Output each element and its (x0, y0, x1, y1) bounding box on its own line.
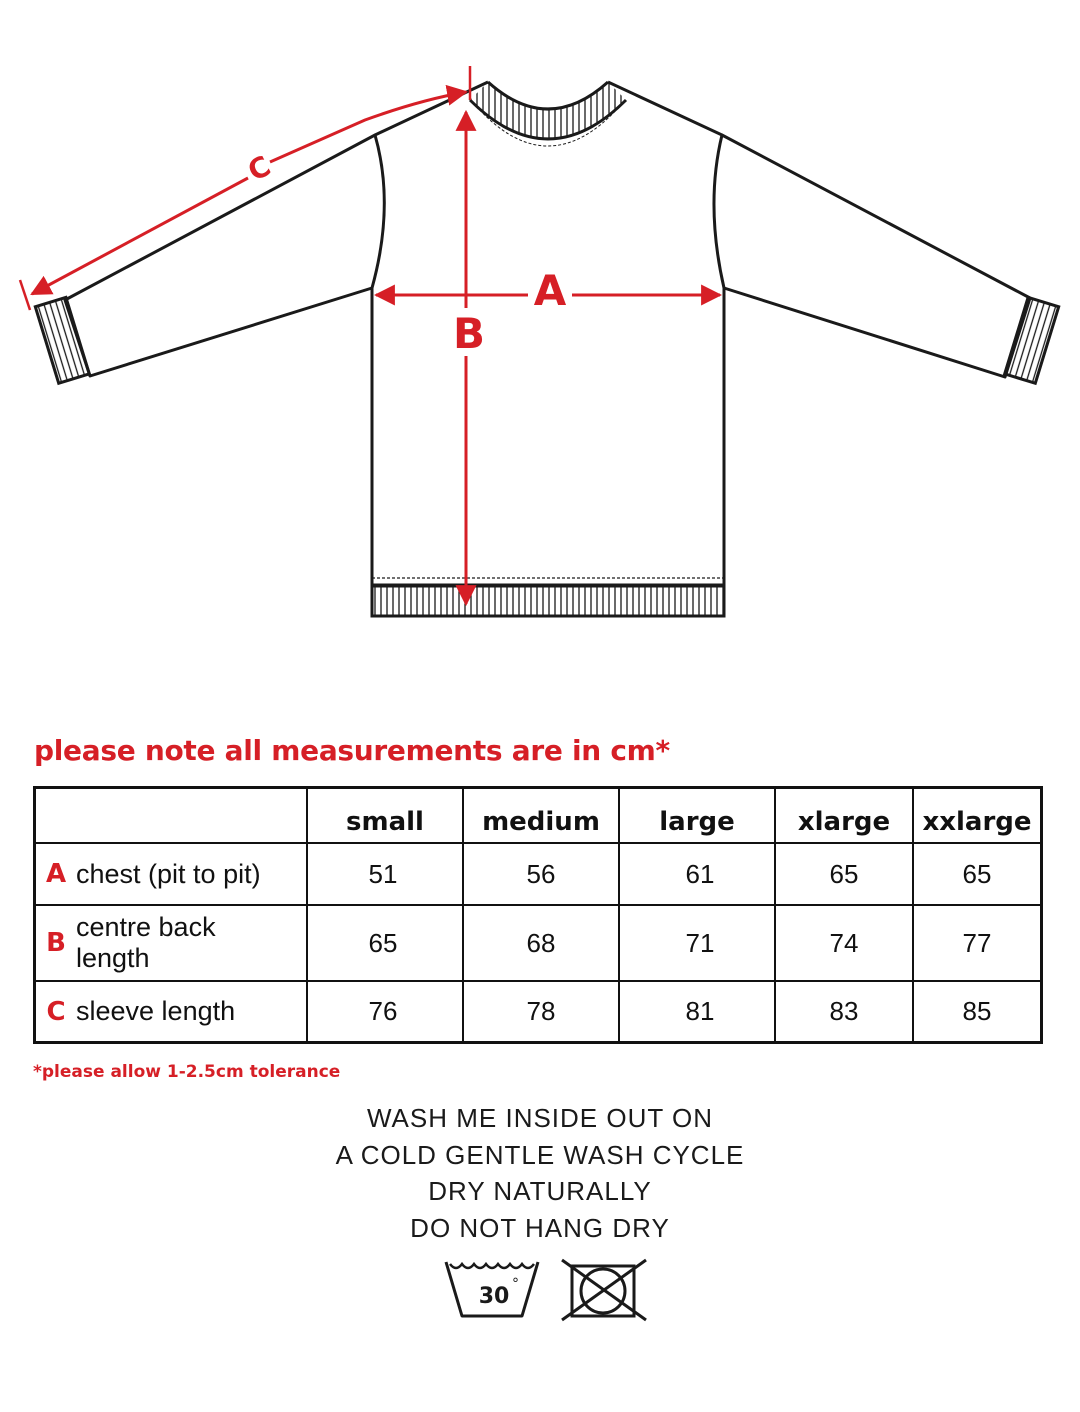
row-a-label (36, 844, 308, 904)
table-cell: 81 (685, 996, 715, 1026)
table-cell: 68 (526, 927, 556, 958)
table-cell: 83 (829, 996, 859, 1026)
table-cell: 65 (962, 858, 992, 889)
header-large: large (659, 807, 735, 837)
row-c-letter: C (46, 996, 66, 1027)
care-icons (440, 1256, 660, 1322)
row-b-letter: B (46, 928, 66, 958)
wash-degree: ° (512, 1276, 519, 1292)
row-c-label (36, 982, 308, 1041)
header-xlarge: xlarge (797, 807, 891, 837)
table-cell: 77 (962, 927, 992, 958)
care-line: WASH ME INSIDE OUT ON (366, 1103, 714, 1133)
left-cuff (35, 297, 89, 383)
table-cell: 56 (526, 858, 556, 889)
care-instructions (0, 1100, 1080, 1246)
do-not-tumble-dry-icon (562, 1260, 646, 1320)
header-medium: medium (482, 807, 600, 837)
size-table (33, 786, 1043, 1044)
table-cell: 65 (368, 927, 398, 958)
row-b-text (76, 912, 216, 974)
table-cell: 85 (962, 996, 992, 1026)
neck-rib (470, 82, 626, 146)
table-cell: 71 (685, 927, 715, 958)
care-line: DRY NATURALLY (428, 1176, 652, 1206)
table-cell: 74 (829, 927, 859, 958)
header-small: small (346, 807, 424, 837)
table-cell: 61 (685, 858, 715, 889)
tolerance-note: *please allow 1-2.5cm tolerance (33, 1062, 341, 1082)
wash-temperature: 30 (478, 1284, 510, 1309)
wash-30-icon (446, 1262, 538, 1316)
dimension-c-label: C (242, 149, 276, 188)
sweatshirt-measurement-diagram (0, 0, 1080, 640)
care-line: A COLD GENTLE WASH CYCLE (335, 1139, 745, 1170)
row-a-text: chest (pit to pit) (76, 858, 261, 889)
table-cell: 78 (526, 996, 556, 1026)
dimension-a (376, 266, 720, 315)
sweatshirt-outline (65, 82, 1030, 585)
row-a-letter: A (45, 859, 67, 889)
dimension-c (20, 66, 470, 310)
row-c-text: sleeve length (76, 996, 236, 1026)
dimension-b (445, 112, 491, 604)
row-b-label (36, 906, 308, 980)
dimension-b-label: B (452, 309, 486, 358)
care-line: DO NOT HANG DRY (410, 1212, 670, 1243)
row-b-text-line-1: centre back (76, 912, 216, 942)
table-cell: 76 (368, 996, 398, 1026)
dimension-a-label: A (533, 266, 567, 315)
table-cell: 51 (368, 858, 398, 889)
right-cuff (1005, 297, 1059, 383)
table-cell: 65 (829, 858, 859, 889)
measurement-note: please note all measurements are in cm* (34, 734, 670, 767)
header-xxlarge: xxlarge (922, 807, 1032, 837)
row-b-text-line-2: length (76, 943, 150, 973)
